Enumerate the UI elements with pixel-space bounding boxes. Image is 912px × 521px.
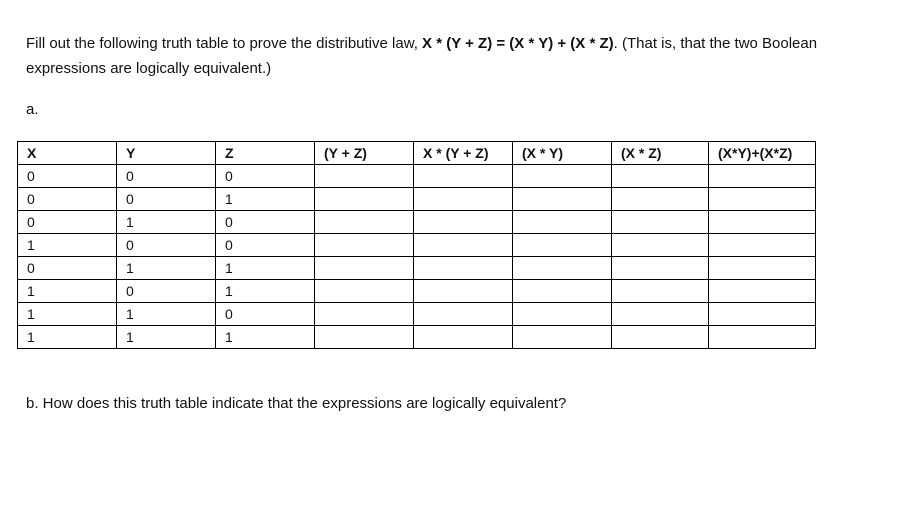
header-x-times-z: (X * Z) [612,142,709,165]
distributive-law-expression: X * (Y + Z) = (X * Y) + (X * Z) [422,35,614,52]
part-b-question: b. How does this truth table indicate that the expressions are logically equivalent? [26,395,567,412]
cell-y: 1 [117,257,216,280]
cell-z: 0 [216,234,315,257]
blank-cell[interactable] [414,165,513,188]
header-z: Z [216,142,315,165]
blank-cell[interactable] [709,211,816,234]
blank-cell[interactable] [612,234,709,257]
truth-table [17,141,816,349]
blank-cell[interactable] [414,211,513,234]
cell-y: 0 [117,188,216,211]
cell-y: 0 [117,234,216,257]
table-row [18,211,816,234]
cell-y: 0 [117,165,216,188]
cell-x: 1 [18,303,117,326]
blank-cell[interactable] [709,303,816,326]
cell-z: 0 [216,303,315,326]
blank-cell[interactable] [612,257,709,280]
blank-cell[interactable] [414,234,513,257]
blank-cell[interactable] [315,326,414,349]
blank-cell[interactable] [315,234,414,257]
blank-cell[interactable] [513,188,612,211]
table-row [18,234,816,257]
blank-cell[interactable] [709,257,816,280]
blank-cell[interactable] [513,280,612,303]
table-row [18,303,816,326]
blank-cell[interactable] [513,303,612,326]
truth-table-header-row [18,142,816,165]
blank-cell[interactable] [513,257,612,280]
blank-cell[interactable] [513,326,612,349]
blank-cell[interactable] [315,257,414,280]
cell-z: 1 [216,257,315,280]
cell-z: 1 [216,280,315,303]
blank-cell[interactable] [612,280,709,303]
blank-cell[interactable] [709,188,816,211]
cell-z: 1 [216,326,315,349]
table-row [18,188,816,211]
table-row [18,326,816,349]
cell-x: 1 [18,234,117,257]
cell-x: 0 [18,188,117,211]
cell-x: 1 [18,280,117,303]
blank-cell[interactable] [612,188,709,211]
blank-cell[interactable] [513,234,612,257]
blank-cell[interactable] [414,303,513,326]
cell-z: 0 [216,165,315,188]
cell-x: 0 [18,165,117,188]
blank-cell[interactable] [414,280,513,303]
part-a-label: a. [26,101,39,118]
header-x-times-y-plus-z: X * (Y + Z) [414,142,513,165]
blank-cell[interactable] [414,326,513,349]
cell-x: 1 [18,326,117,349]
blank-cell[interactable] [612,326,709,349]
blank-cell[interactable] [709,165,816,188]
table-row [18,165,816,188]
blank-cell[interactable] [315,211,414,234]
cell-z: 0 [216,211,315,234]
header-x: X [18,142,117,165]
blank-cell[interactable] [612,211,709,234]
blank-cell[interactable] [709,234,816,257]
blank-cell[interactable] [513,211,612,234]
instructions-paragraph [26,31,886,81]
header-y: Y [117,142,216,165]
cell-y: 1 [117,326,216,349]
instructions-text-before: Fill out the following truth table to prove the distributive law, [26,35,423,52]
cell-x: 0 [18,211,117,234]
cell-x: 0 [18,257,117,280]
blank-cell[interactable] [709,326,816,349]
instructions-text-after: . (That is, that the two Boolean expressions are logically equivalent.) [26,35,818,77]
blank-cell[interactable] [315,280,414,303]
header-x-times-y: (X * Y) [513,142,612,165]
table-row [18,257,816,280]
blank-cell[interactable] [709,280,816,303]
blank-cell[interactable] [315,303,414,326]
blank-cell[interactable] [414,188,513,211]
cell-y: 1 [117,303,216,326]
cell-y: 0 [117,280,216,303]
blank-cell[interactable] [612,303,709,326]
blank-cell[interactable] [414,257,513,280]
blank-cell[interactable] [315,165,414,188]
blank-cell[interactable] [315,188,414,211]
cell-y: 1 [117,211,216,234]
table-row [18,280,816,303]
header-sum-of-products: (X*Y)+(X*Z) [709,142,816,165]
blank-cell[interactable] [513,165,612,188]
cell-z: 1 [216,188,315,211]
header-y-plus-z: (Y + Z) [315,142,414,165]
blank-cell[interactable] [612,165,709,188]
